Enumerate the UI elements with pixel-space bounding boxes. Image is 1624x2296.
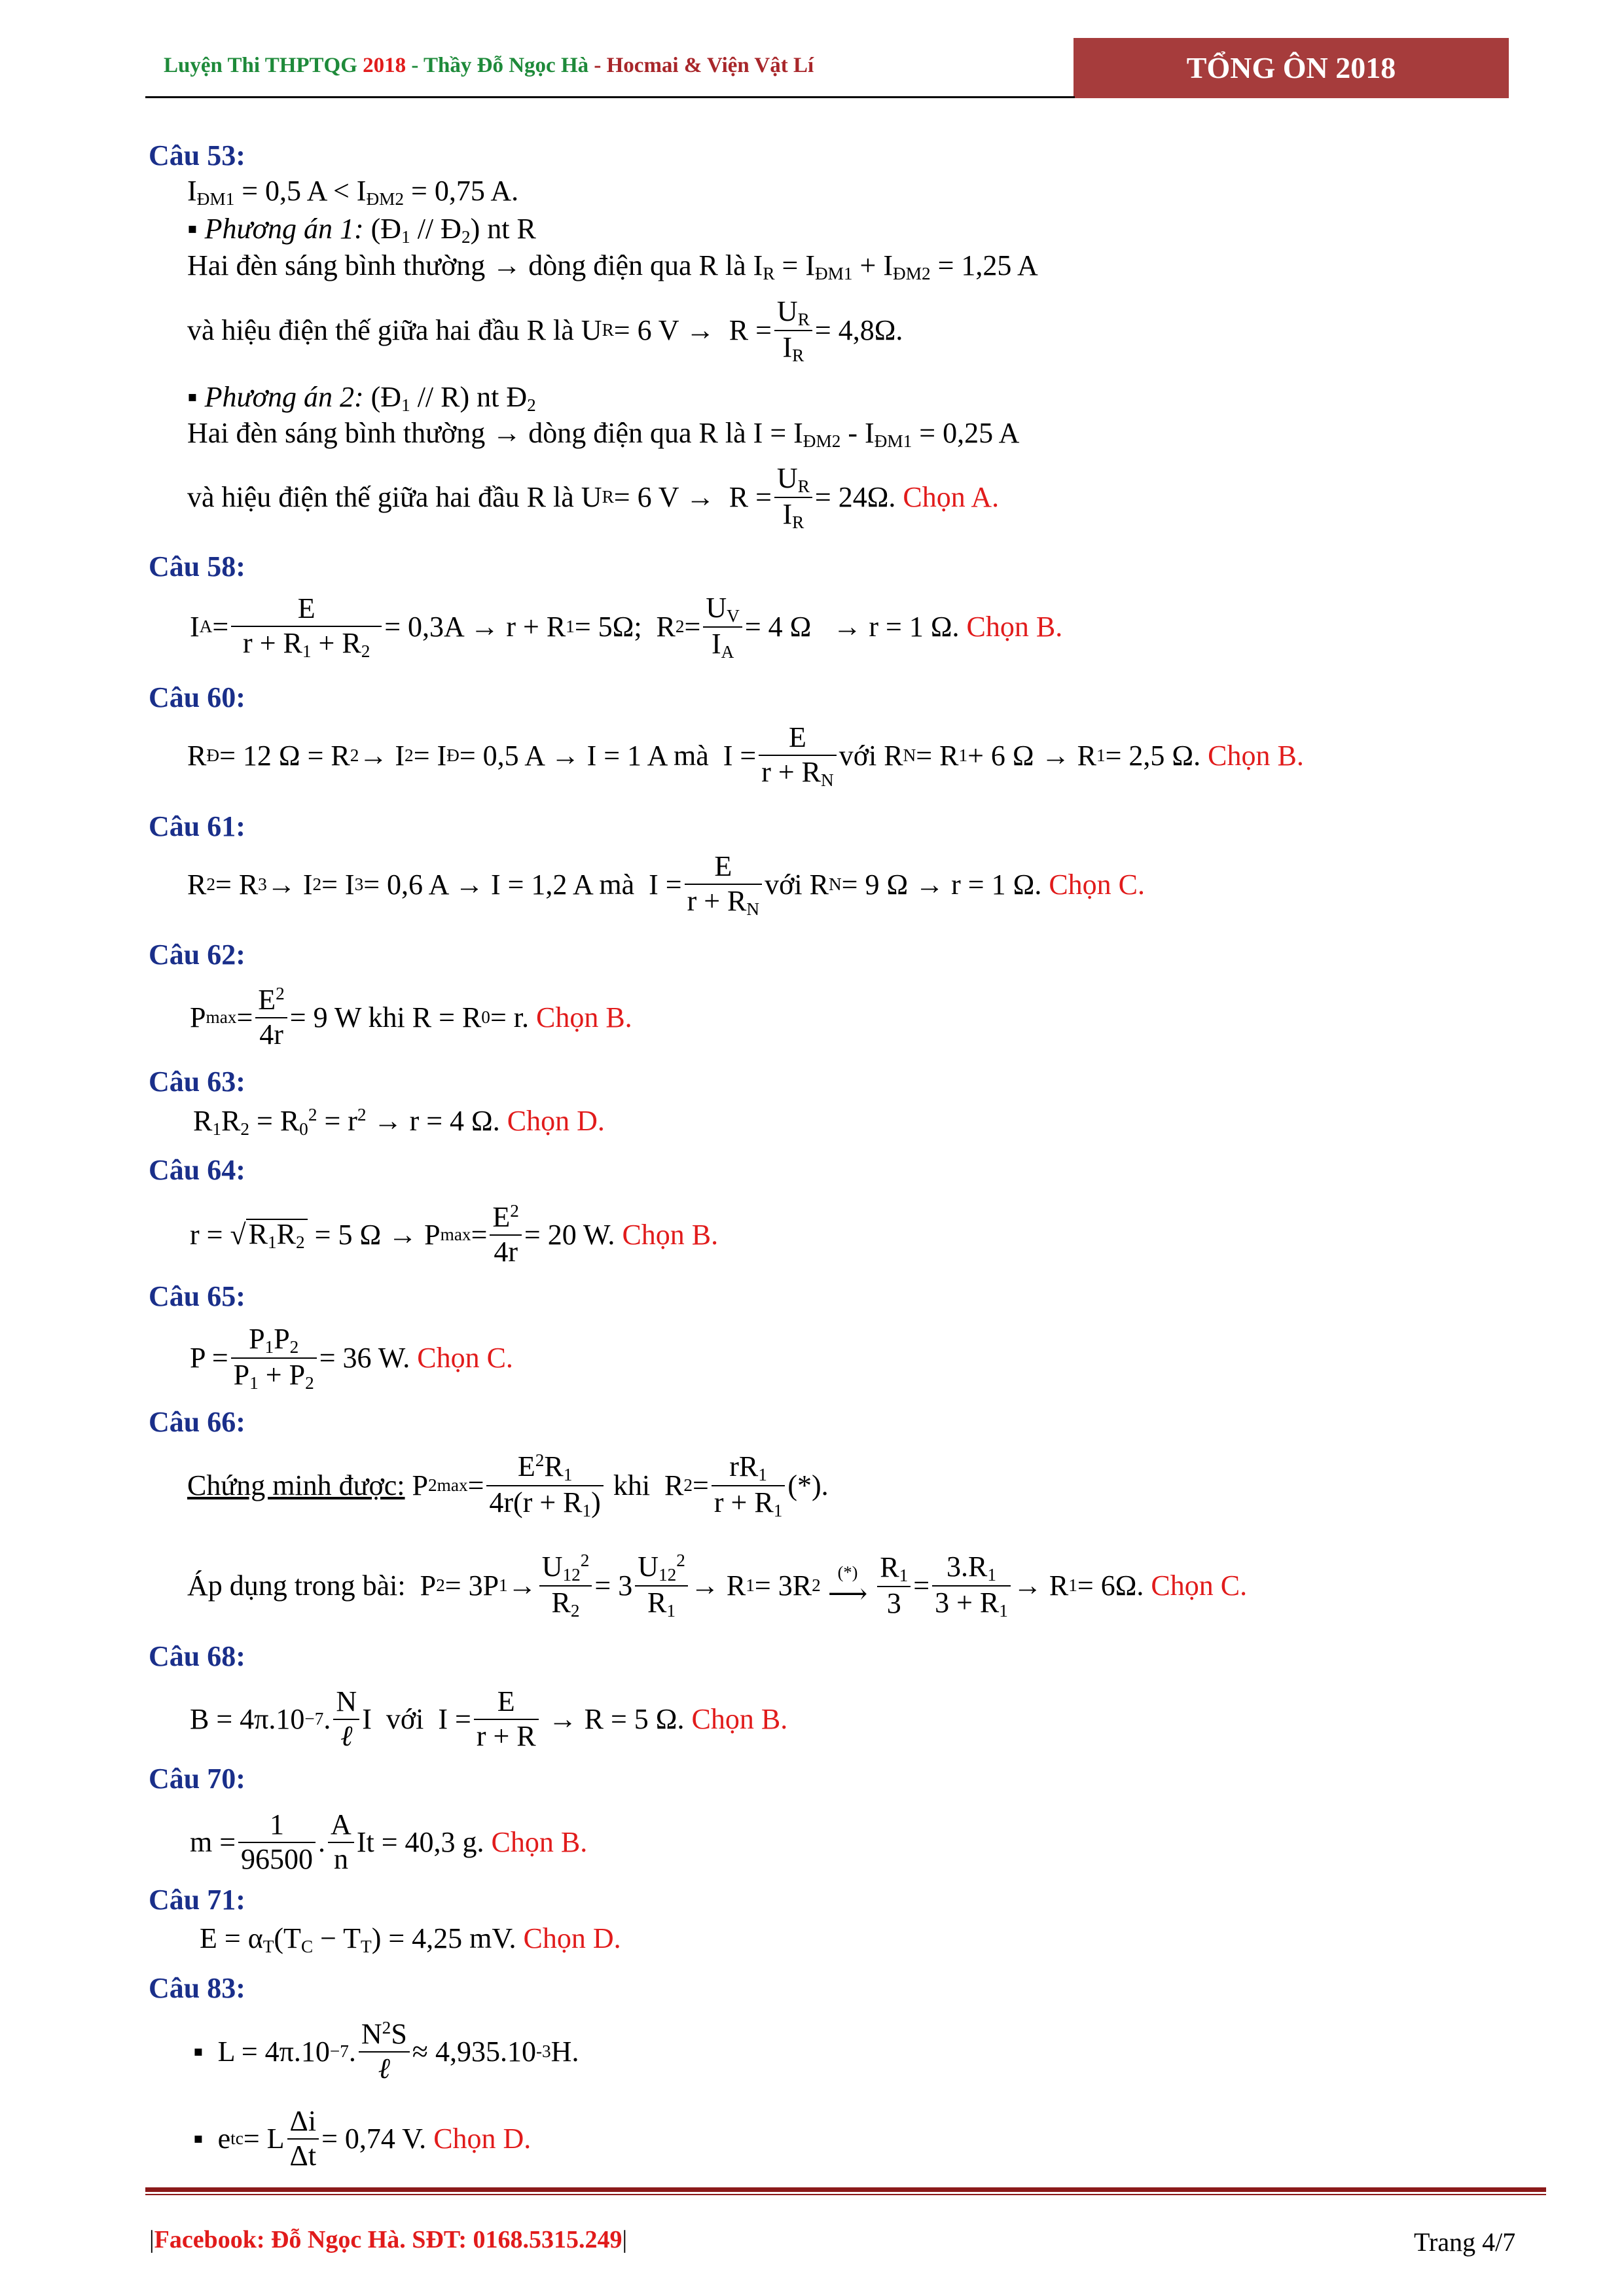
formula-line: ▪ L = 4π.10 −7 . $\frac{N^2S}{\text{ℓ}}$ ≈ 4,935.10 -3 H. <box>193 2018 579 2085</box>
header-part3: - Hocmai & Viện Vật Lí <box>594 54 814 77</box>
question-label: Câu 63: <box>149 1066 245 1098</box>
answer-choice: Chọn B. <box>966 611 1063 643</box>
formula-line: I A = $\frac{E}{r + R_1 + R_2}$ = 0,3A → r + R 1 = 5Ω; R 2 = $\frac{U_V}{I_A}$ = 4 Ω → r = 1 Ω. Chọn B. <box>190 591 1063 662</box>
answer-choice: Chọn B. <box>1208 740 1304 772</box>
answer-choice: Chọn C. <box>1151 1570 1248 1602</box>
answer-choice: Chọn A. <box>903 481 1000 513</box>
text-line: ▪ Phương án 2: $(Đ_1 // R)$ nt $Đ_2$ <box>187 381 536 415</box>
footer-contact: |Facebook: Đỗ Ngọc Hà. SĐT: 0168.5315.249| <box>149 2226 628 2253</box>
question-label: Câu 66: <box>149 1406 245 1438</box>
question-label: Câu 70: <box>149 1763 245 1795</box>
header-part2: - Thầy Đỗ Ngọc Hà <box>406 54 594 77</box>
formula-line: và hiệu điện thế giữa hai đầu R là U R = 6 V → R = $\frac{U_R}{I_R}$ = 4,8Ω. <box>187 295 903 365</box>
footer-rule <box>145 2187 1546 2192</box>
formula-line: m = $\frac{1}{96500}$ . $\frac{A}{n}$ It = 40,3 g. Chọn B. <box>190 1808 588 1875</box>
footer-facebook: Facebook: Đỗ Ngọc Hà. SĐT: 0168.5315.249 <box>154 2226 623 2253</box>
formula-line: R 2 = R 3 → I 2 = I 3 = 0,6 A → I = 1,2 A mà I = $\frac{E}{r + R_N}$ với R N = 9 Ω → r = 1 Ω. Chọn C. <box>187 850 1146 919</box>
answer-choice: Chọn B. <box>535 1001 632 1033</box>
answer-choice: Chọn B. <box>691 1703 788 1735</box>
answer-choice: Chọn D. <box>523 1922 621 1954</box>
formula-line: $R_1R_2 = R_0^2 = r^2 \to r = 4$ Ω. Chọn D. <box>193 1105 605 1139</box>
question-label: Câu 65: <box>149 1280 245 1312</box>
answer-choice: Chọn C. <box>417 1342 513 1374</box>
header-part1: Luyện Thi THPTQG <box>164 54 363 77</box>
text-line: Hai đèn sáng bình thường → dòng điện qua R là $I = I_{ĐM2} - I_{ĐM1} = 0,25$ A <box>187 417 1020 451</box>
header-badge: TỔNG ÔN 2018 <box>1074 38 1509 98</box>
formula-line: P max = $\frac{E^2}{4r}$ = 9 W khi R = R 0 = r. Chọn B. <box>190 984 632 1050</box>
question-label: Câu 53: <box>149 139 245 171</box>
text-line: $I_{ĐM1} = 0,5$ $A < I_{ĐM2} = 0,75$ A. <box>187 175 519 209</box>
answer-choice: Chọn D. <box>433 2123 532 2155</box>
formula-line: B = 4π.10 −7 . $\frac{N}{\text{ℓ}}$ I với I = $\frac{E}{r + R}$ → R = 5 Ω. Chọn B. <box>190 1685 788 1752</box>
answer-choice: Chọn B. <box>622 1219 719 1251</box>
question-label: Câu 83: <box>149 1972 245 2004</box>
page-number: Trang 4/7 <box>1414 2227 1516 2257</box>
question-label: Câu 58: <box>149 550 245 583</box>
question-label: Câu 71: <box>149 1884 245 1916</box>
formula-line: P = $\frac{P_1P_2}{P_1 + P_2}$ = 36 W. Chọn C. <box>190 1322 513 1393</box>
header-year: 2018 <box>363 54 406 77</box>
formula-line: r = √ $R_1R_2$ = 5 Ω → P max = $\frac{E^2}{4r}$ = 20 W. Chọn B. <box>190 1201 719 1268</box>
formula-line: Áp dụng trong bài: P 2 = 3P 1 → $\frac{U_{12}^2}{R_2}$ = 3 $\frac{U_{12}^2}{R_1}$ → R 1 = 3R 2 (*) ⟶ $\frac{R_1}{3}$ = $\frac{3.R_1}{3 + R_1}$ → R 1 = 6Ω. Chọn C. <box>187 1550 1248 1621</box>
question-label: Câu 62: <box>149 939 245 971</box>
question-label: Câu 64: <box>149 1154 245 1186</box>
text-line: ▪ Phương án 1: ($Đ_1$ // $Đ_2$) nt R <box>187 213 536 247</box>
formula-line: R Đ = 12 Ω = R 2 → I 2 = I Đ = 0,5 A → I = 1 A mà I = $\frac{E}{r + R_N}$ với R N = R 1 + 6 Ω → R 1 = 2,5 Ω. Chọn B. <box>187 721 1304 790</box>
formula-line: ▪ e tc = L $\frac{\Delta i}{\Delta t}$ = 0,74 V. Chọn D. <box>193 2105 532 2172</box>
text-line: Hai đèn sáng bình thường → dòng điện qua R là $I_R = I_{ĐM1} + I_{ĐM2} = 1,25$ A <box>187 249 1038 283</box>
question-label: Câu 60: <box>149 681 245 713</box>
header-rule <box>145 96 1075 98</box>
answer-choice: Chọn D. <box>507 1105 605 1137</box>
answer-choice: Chọn B. <box>491 1826 588 1858</box>
formula-line: $E = \alpha_T(T_C - T_T) = 4,25$ mV. Chọn D. <box>200 1922 621 1956</box>
question-label: Câu 68: <box>149 1640 245 1672</box>
header-title <box>164 54 814 78</box>
formula-line: Chứng minh được: P 2max = $\frac{E^2R_1}{4r(r + R_1)}$ khi R 2 = $\frac{rR_1}{r + R_1}$ (*). <box>187 1450 829 1520</box>
footer-rule-thin <box>145 2194 1546 2195</box>
answer-choice: Chọn C. <box>1049 869 1146 901</box>
question-label: Câu 61: <box>149 810 245 842</box>
formula-line: và hiệu điện thế giữa hai đầu R là U R = 6 V → R = $\frac{U_R}{I_R}$ = 24Ω. Chọn A. <box>187 461 1000 532</box>
